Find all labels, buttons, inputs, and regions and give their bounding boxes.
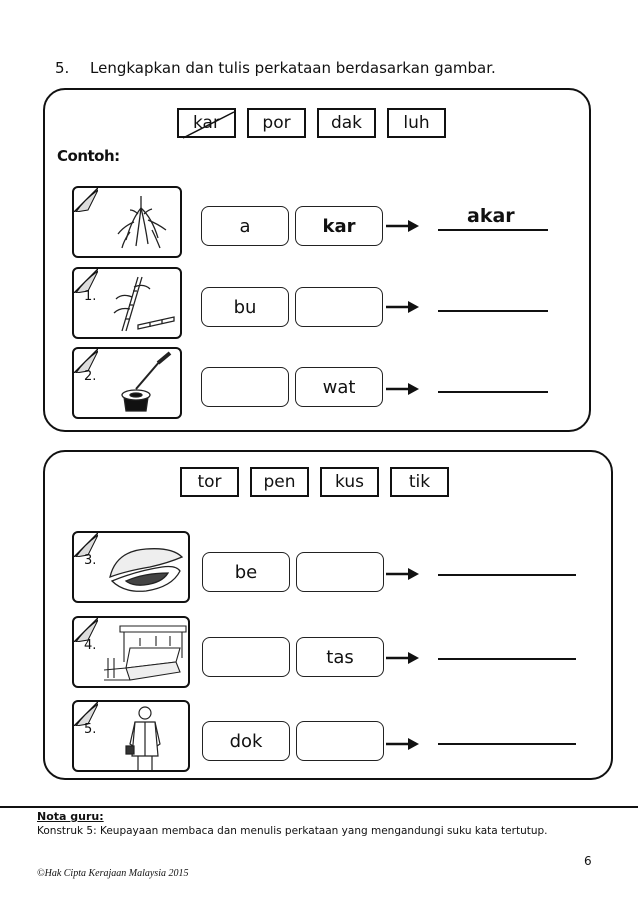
answer-example: akar [467, 205, 515, 227]
page-fold-icon [74, 188, 98, 212]
picture-card-1 [72, 267, 182, 339]
row-label: 1. [84, 289, 97, 304]
instruction-text: Lengkapkan dan tulis perkataan berdasarkan gambar. [90, 59, 496, 77]
syllable-box-2-2: wat [295, 367, 383, 407]
teacher-note-title: Nota guru: [37, 810, 104, 823]
arrow-right-icon [386, 219, 420, 233]
arrow-right-icon [386, 300, 420, 314]
row-label: 4. [84, 638, 97, 653]
picture-card-2 [72, 347, 182, 419]
stage-icon [100, 622, 188, 686]
syllable-box-por: por [247, 108, 306, 138]
syllable-box-1-2[interactable] [295, 287, 383, 327]
picture-card-example [72, 186, 182, 258]
question-number: 5. [55, 59, 70, 77]
example-label: Contoh: [57, 147, 120, 165]
row-label: 2. [84, 369, 97, 384]
answer-line-4[interactable] [438, 658, 576, 660]
syllable-box-kar: kar [177, 108, 236, 138]
syllable-box-tor: tor [180, 467, 239, 497]
syllable-box-example-2: kar [295, 206, 383, 246]
syllable-box-1-1: bu [201, 287, 289, 327]
arrow-right-icon [386, 737, 420, 751]
syllable-box-luh: luh [387, 108, 446, 138]
picture-card-4 [72, 616, 190, 688]
syllable-box-4-1[interactable] [202, 637, 290, 677]
syllable-box-tik: tik [390, 467, 449, 497]
syllable-box-3-1: be [202, 552, 290, 592]
strike-line-icon [179, 110, 238, 140]
picture-card-5 [72, 700, 190, 772]
teacher-note-text: Konstruk 5: Keupayaan membaca dan menulis perkataan yang mengandungi suku kata tertutup. [37, 825, 548, 837]
answer-line-2[interactable] [438, 391, 548, 393]
arrow-right-icon [386, 382, 420, 396]
picture-card-3 [72, 531, 190, 603]
answer-line-5[interactable] [438, 743, 576, 745]
doctor-icon [120, 704, 170, 772]
bamboo-icon [108, 273, 176, 335]
answer-line-1[interactable] [438, 310, 548, 312]
copyright-text: ©Hak Cipta Kerajaan Malaysia 2015 [37, 868, 189, 879]
syllable-box-kus: kus [320, 467, 379, 497]
page-number: 6 [584, 854, 592, 868]
syllable-box-4-2: tas [296, 637, 384, 677]
syllable-box-dak: dak [317, 108, 376, 138]
syllable-box-example-1: a [201, 206, 289, 246]
arrow-right-icon [386, 651, 420, 665]
syllable-box-3-2[interactable] [296, 552, 384, 592]
roots-icon [112, 194, 170, 252]
syllable-box-pen: pen [250, 467, 309, 497]
answer-line-3[interactable] [438, 574, 576, 576]
syllable-box-5-2[interactable] [296, 721, 384, 761]
answer-line-example[interactable] [438, 229, 548, 231]
syllable-box-5-1: dok [202, 721, 290, 761]
footer-divider [0, 806, 638, 808]
syllable-box-2-1[interactable] [201, 367, 289, 407]
row-label: 5. [84, 722, 97, 737]
pen-and-ink-icon [112, 351, 174, 417]
papaya-icon [106, 541, 186, 597]
arrow-right-icon [386, 567, 420, 581]
row-label: 3. [84, 553, 97, 568]
